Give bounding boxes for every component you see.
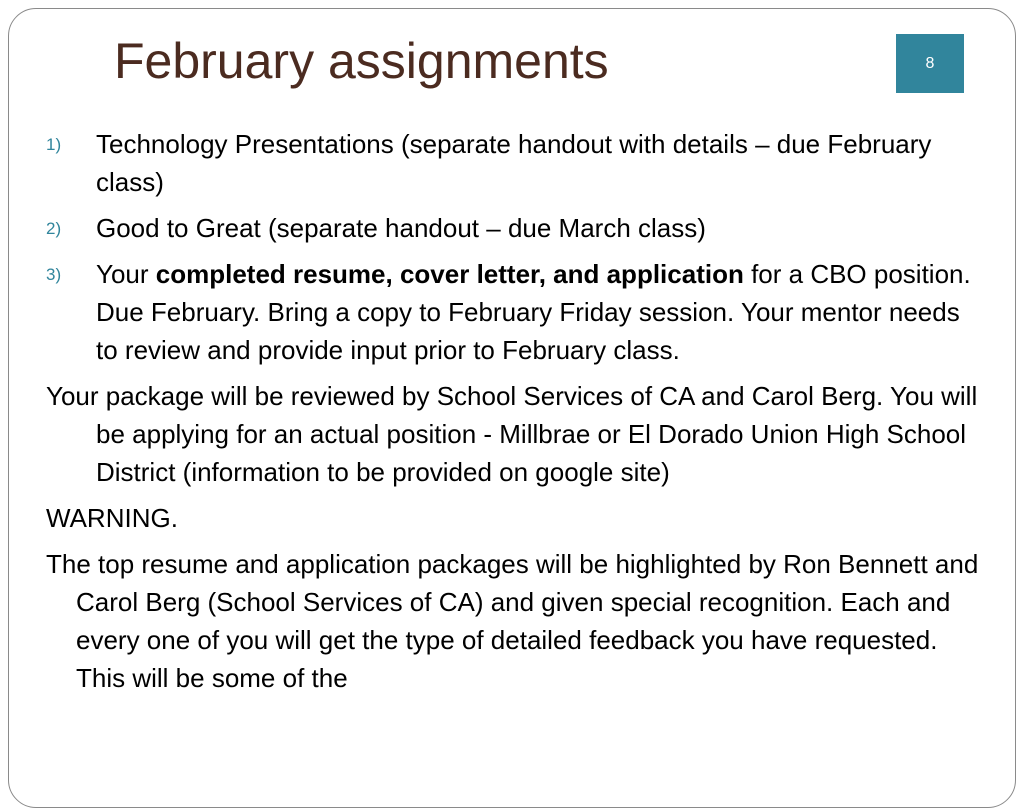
- page-title: February assignments: [114, 33, 609, 89]
- recognition-paragraph: The top resume and application packages will be highlighted by Ron Bennett and Carol Berg (School Services of CA) and given special recognition. Each and every one of you will get the type of detailed feedback you have requested. This will be some of the: [46, 549, 979, 693]
- list-item-text: Technology Presentations (separate handout with details – due February class): [96, 129, 932, 197]
- list-item-2: [0, 209, 981, 247]
- list-item-text-before: Your: [96, 259, 156, 289]
- list-item-1: [0, 125, 981, 201]
- list-item-text: Good to Great (separate handout – due March class): [96, 213, 706, 243]
- list-item-text-after: for a CBO position. Due February. Bring a copy to February Friday session. Your mentor needs to review and provide input prior to February class.: [96, 259, 971, 365]
- list-item-text-bold: completed resume, cover letter, and application: [155, 259, 744, 289]
- list-marker: 3): [46, 265, 62, 284]
- warning-paragraph: WARNING.: [46, 503, 178, 533]
- list-marker: 2): [46, 219, 62, 238]
- slide-number-badge: 8: [896, 34, 964, 93]
- slide-body: [0, 125, 1024, 705]
- list-marker: 1): [46, 135, 62, 154]
- list-item-3: [0, 255, 981, 369]
- review-paragraph: Your package will be reviewed by School Services of CA and Carol Berg. You will be applying for an actual position - Millbrae or El Dorado Union High School District (information to be provided on google site): [46, 381, 978, 487]
